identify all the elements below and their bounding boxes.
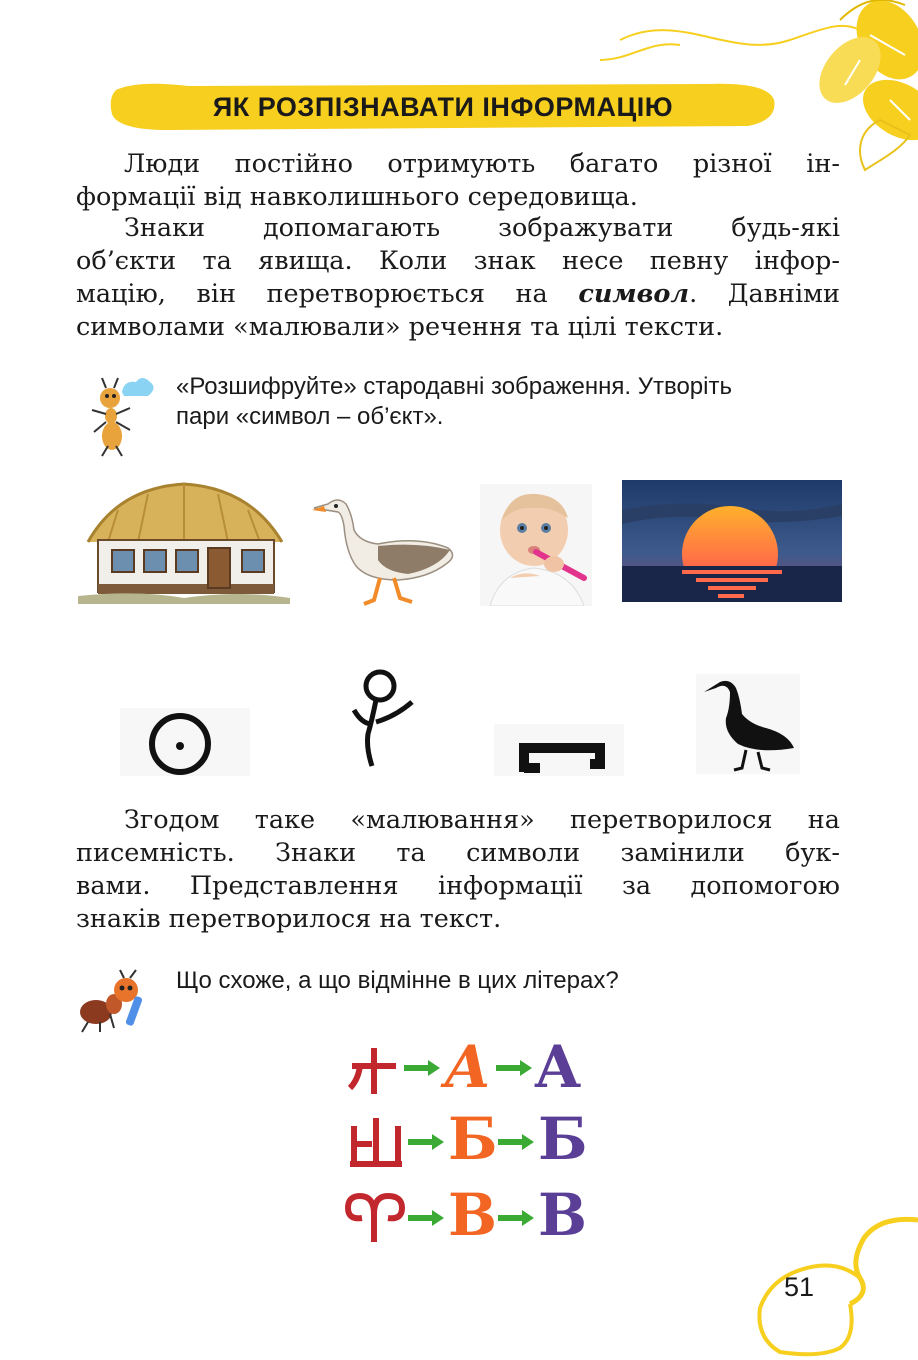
mid-letter-a: А [444, 1033, 492, 1101]
task-decode [176, 372, 840, 432]
ant-writer-icon [74, 968, 146, 1034]
sun-symbol-icon [120, 708, 250, 776]
text-fragment: . Давніми [689, 279, 840, 309]
text-fragment: мацію, він перетворюється на [76, 279, 579, 309]
ancient-letter-b [346, 1116, 406, 1168]
page-title: ЯК РОЗПІЗНАВАТИ ІНФОРМАЦІЮ [212, 92, 674, 122]
paragraph-writing [76, 804, 840, 936]
sunset-image [622, 480, 842, 602]
child-symbol-icon [346, 666, 420, 770]
paragraph-line: писемність. Знаки та символи замінили бук- [76, 838, 840, 868]
letters-evolution [344, 1030, 604, 1258]
house-image [78, 480, 290, 604]
paragraph-signs [76, 212, 840, 344]
modern-letter-b: Б [538, 1105, 588, 1173]
task-letters: Що схоже, а що відмінне в цих літерах? [176, 967, 619, 994]
paragraph-line: формації від навколишнього середовища. [76, 182, 638, 212]
arrow-icon [498, 1208, 536, 1228]
letter-row [344, 1182, 604, 1258]
paragraph-line: символами «малювали» речення та цілі тексти. [76, 312, 724, 342]
paragraph-line: знаків перетворилося на текст. [76, 904, 502, 934]
letter-row [344, 1106, 604, 1182]
baby-image [480, 484, 592, 606]
task-line: пари «символ – об’єкт». [176, 403, 444, 430]
mid-letter-v: В [448, 1181, 498, 1249]
arrow-icon [404, 1058, 442, 1078]
modern-letter-a: А [534, 1033, 582, 1101]
arrow-icon [498, 1132, 536, 1152]
ant-mascot-icon [84, 374, 156, 458]
arrow-icon [408, 1132, 446, 1152]
task-line: «Розшифруйте» стародавні зображення. Утворіть [176, 373, 732, 400]
house-symbol-icon [494, 724, 624, 776]
paragraph-line: Знаки допомагають зображувати будь-які [124, 213, 840, 243]
ancient-letter-a [346, 1046, 402, 1096]
arrow-icon [496, 1058, 534, 1078]
letter-row [344, 1030, 604, 1106]
modern-letter-v: В [538, 1181, 588, 1249]
mid-letter-b: Б [448, 1105, 498, 1173]
page-corner-decoration [740, 1208, 918, 1360]
page-number: 51 [783, 1272, 815, 1302]
paragraph-line: вами. Представлення інформації за допомогою [76, 871, 840, 901]
paragraph-line [76, 278, 840, 311]
emphasis-symbol: символ [578, 279, 690, 309]
goose-symbol-icon [696, 674, 800, 774]
goose-image [308, 486, 460, 606]
paragraph-line: об’єкти та явища. Коли знак несе певну інфор- [76, 246, 840, 276]
paragraph-line: Люди постійно отримують багато різної ін- [124, 149, 840, 179]
ancient-letter-v [344, 1188, 408, 1244]
paragraph-intro [76, 148, 840, 214]
paragraph-line: Згодом таке «малювання» перетворилося на [124, 805, 840, 835]
arrow-icon [408, 1208, 446, 1228]
